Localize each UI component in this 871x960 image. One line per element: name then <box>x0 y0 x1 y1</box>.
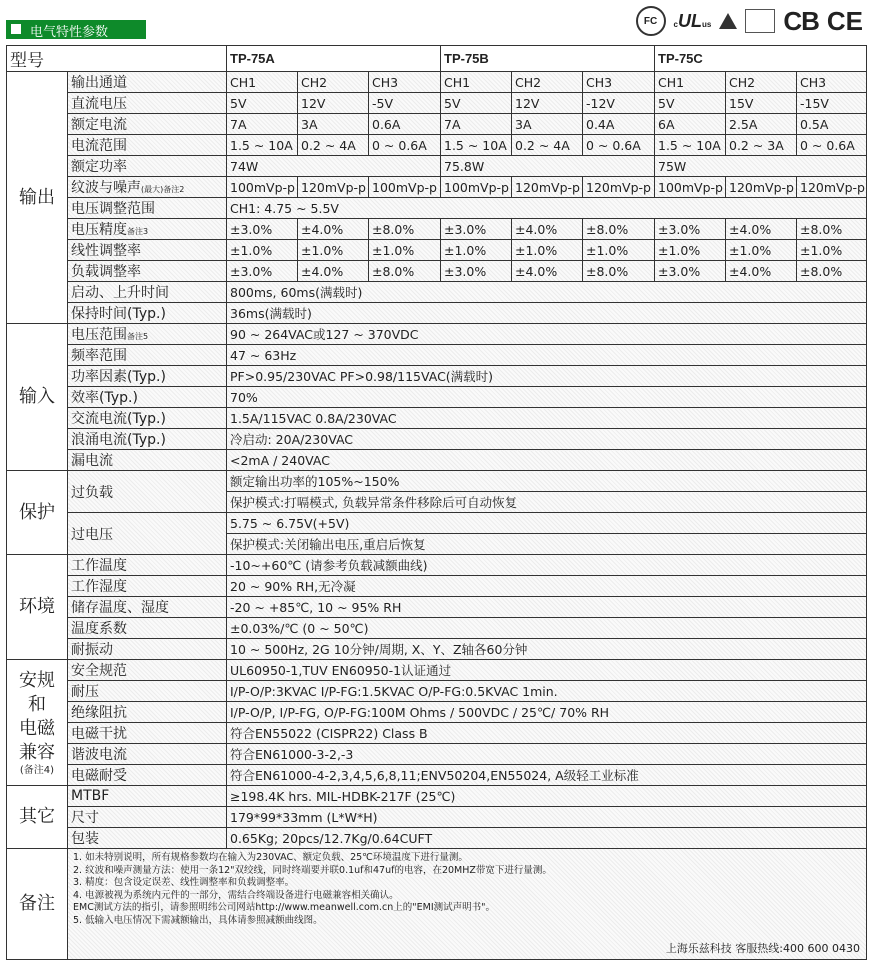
param-label <box>68 387 227 408</box>
param-label <box>68 261 227 282</box>
param-label <box>68 471 227 513</box>
param-note: 备注3 <box>127 227 149 236</box>
param-label <box>68 429 227 450</box>
value-cell: 5.75 ~ 6.75V(+5V) <box>227 513 867 534</box>
param-label-text: 输出通道 <box>71 75 127 91</box>
table-row <box>7 177 867 198</box>
param-label <box>68 156 227 177</box>
value-cell: 800ms, 60ms(满载时) <box>227 282 867 303</box>
param-label-text: 电磁干扰 <box>71 726 127 742</box>
param-label-text: 工作湿度 <box>71 579 127 595</box>
section-title: 其它 <box>7 786 68 849</box>
ce-icon: CE <box>826 5 863 36</box>
note-line: 3. 精度：包含设定误差、线性调整率和负载调整率。 <box>73 877 295 888</box>
table-row <box>7 261 867 282</box>
value-cell: 7A <box>441 114 512 135</box>
value-cell: ±1.0% <box>441 240 512 261</box>
value-cell: ±8.0% <box>583 219 655 240</box>
cb-icon: CB <box>783 5 819 36</box>
table-row <box>7 597 867 618</box>
param-label-text: 电流范围 <box>71 138 127 154</box>
value-cell: 0.2 ~ 4A <box>298 135 369 156</box>
value-cell: 100mVp-p <box>227 177 298 198</box>
param-label <box>68 639 227 660</box>
value-cell: 120mVp-p <box>512 177 583 198</box>
param-label <box>68 744 227 765</box>
section-title-line: 兼容 <box>19 741 55 763</box>
param-label <box>68 828 227 849</box>
section-note: (备注4) <box>19 764 55 776</box>
table-row <box>7 114 867 135</box>
param-label-text: 频率范围 <box>71 348 127 364</box>
table-row <box>7 702 867 723</box>
param-label-text: 交流电流(Typ.) <box>71 411 166 427</box>
value-cell: 符合EN61000-4-2,3,4,5,6,8,11;ENV50204,EN55024, A级轻工业标准 <box>227 765 867 786</box>
value-cell: ±4.0% <box>512 261 583 282</box>
table-row <box>7 807 867 828</box>
table-row <box>7 471 867 492</box>
value-cell: 120mVp-p <box>298 177 369 198</box>
value-cell: 20 ~ 90% RH,无冷凝 <box>227 576 867 597</box>
value-cell: 7A <box>227 114 298 135</box>
param-label-text: MTBF <box>71 788 110 804</box>
value-cell: 36ms(满载时) <box>227 303 867 324</box>
table-row <box>7 156 867 177</box>
value-cell: 75W <box>655 156 867 177</box>
table-row <box>7 660 867 681</box>
table-row <box>7 723 867 744</box>
param-label-text: 绝缘阻抗 <box>71 705 127 721</box>
param-label-text: 直流电压 <box>71 96 127 112</box>
model-name: TP-75B <box>441 46 655 72</box>
section-title: 备注 <box>7 849 68 960</box>
param-label <box>68 408 227 429</box>
value-cell: ±3.0% <box>441 261 512 282</box>
param-label <box>68 324 227 345</box>
value-cell: UL60950-1,TUV EN60950-1认证通过 <box>227 660 867 681</box>
section-title: 环境 <box>7 555 68 660</box>
param-label-text: 尺寸 <box>71 810 99 826</box>
table-row <box>7 240 867 261</box>
value-cell: ±1.0% <box>512 240 583 261</box>
value-cell: 75.8W <box>441 156 655 177</box>
param-label <box>68 660 227 681</box>
value-cell: ±3.0% <box>441 219 512 240</box>
value-cell: 179*99*33mm (L*W*H) <box>227 807 867 828</box>
value-cell: 保护模式:打嗝模式, 负载异常条件移除后可自动恢复 <box>227 492 867 513</box>
param-label <box>68 198 227 219</box>
param-label-text: 耐振动 <box>71 642 113 658</box>
table-row <box>7 828 867 849</box>
value-cell: 符合EN55022 (CISPR22) Class B <box>227 723 867 744</box>
table-row <box>7 765 867 786</box>
param-label-text: 包装 <box>71 831 99 847</box>
param-label-text: 工作温度 <box>71 558 127 574</box>
value-cell: 47 ~ 63Hz <box>227 345 867 366</box>
model-name: TP-75A <box>227 46 441 72</box>
param-label <box>68 555 227 576</box>
value-cell: ±4.0% <box>726 219 797 240</box>
param-label <box>68 618 227 639</box>
value-cell: ±8.0% <box>369 261 441 282</box>
param-label <box>68 723 227 744</box>
param-label <box>68 345 227 366</box>
param-label <box>68 303 227 324</box>
value-cell: 15V <box>726 93 797 114</box>
param-label <box>68 282 227 303</box>
value-cell: ±4.0% <box>726 261 797 282</box>
param-label <box>68 219 227 240</box>
value-cell: 12V <box>298 93 369 114</box>
table-row <box>7 135 867 156</box>
value-cell: ±3.0% <box>655 261 726 282</box>
value-cell: 1.5 ~ 10A <box>655 135 726 156</box>
value-cell: 0.6A <box>369 114 441 135</box>
param-label <box>68 702 227 723</box>
value-cell: -10~+60℃ (请参考负载减额曲线) <box>227 555 867 576</box>
param-label <box>68 366 227 387</box>
ul-icon: cULus <box>673 10 712 31</box>
value-cell: ±8.0% <box>797 261 867 282</box>
value-cell: CH3 <box>369 72 441 93</box>
table-row <box>7 786 867 807</box>
value-cell: ±3.0% <box>655 219 726 240</box>
param-label <box>68 72 227 93</box>
model-row <box>7 46 867 72</box>
value-cell: ±1.0% <box>583 240 655 261</box>
table-row <box>7 219 867 240</box>
param-label <box>68 597 227 618</box>
param-label-text: 浪涌电流(Typ.) <box>71 432 166 448</box>
param-label-text: 效率(Typ.) <box>71 390 138 406</box>
table-row <box>7 849 867 960</box>
value-cell: ±3.0% <box>227 219 298 240</box>
table-row <box>7 408 867 429</box>
header-square-icon <box>11 24 21 34</box>
param-label-text: 保持时间(Typ.) <box>71 306 166 322</box>
value-cell: 2.5A <box>726 114 797 135</box>
param-label <box>68 135 227 156</box>
table-row <box>7 450 867 471</box>
value-cell: CH1: 4.75 ~ 5.5V <box>227 198 867 219</box>
param-label-text: 纹波与噪声 <box>71 180 141 196</box>
value-cell: 保护模式:关闭输出电压,重启后恢复 <box>227 534 867 555</box>
value-cell: 12V <box>512 93 583 114</box>
param-label-text: 谐波电流 <box>71 747 127 763</box>
warning-triangle-icon <box>719 13 737 29</box>
param-label <box>68 765 227 786</box>
param-label-text: 电磁耐受 <box>71 768 127 784</box>
value-cell: ±1.0% <box>369 240 441 261</box>
value-cell: ±1.0% <box>227 240 298 261</box>
approval-stamp-icon <box>745 9 775 33</box>
table-row <box>7 366 867 387</box>
param-label-text: 储存温度、湿度 <box>71 600 169 616</box>
param-label <box>68 786 227 807</box>
value-cell: 1.5 ~ 10A <box>441 135 512 156</box>
section-title: 输入 <box>7 324 68 471</box>
param-label-text: 线性调整率 <box>71 243 141 259</box>
note-line: EMC测试方法的指引，请参照明纬公司网站http://www.meanwell.com.cn上的"EMI测试声明书"。 <box>73 902 496 913</box>
value-cell: 0.2 ~ 4A <box>512 135 583 156</box>
value-cell: ±8.0% <box>583 261 655 282</box>
value-cell: ±3.0% <box>227 261 298 282</box>
param-label-text: 温度系数 <box>71 621 127 637</box>
fcc-icon: FC <box>636 6 666 36</box>
value-cell: 1.5A/115VAC 0.8A/230VAC <box>227 408 867 429</box>
table-row <box>7 72 867 93</box>
section-title <box>7 660 68 786</box>
param-label-text: 电压精度 <box>71 222 127 238</box>
value-cell: CH1 <box>441 72 512 93</box>
note-line: 2. 纹波和噪声测量方法：使用一条12"双绞线，同时终端要并联0.1uf和47uf的电容，在20MHZ带宽下进行量测。 <box>73 864 552 876</box>
value-cell: 3A <box>512 114 583 135</box>
param-label-text: 启动、上升时间 <box>71 285 169 301</box>
value-cell: I/P-O/P:3KVAC I/P-FG:1.5KVAC O/P-FG:0.5KVAC 1min. <box>227 681 867 702</box>
table-row <box>7 639 867 660</box>
param-label-text: 过负载 <box>71 484 113 501</box>
model-name: TP-75C <box>655 46 867 72</box>
value-cell: ±1.0% <box>298 240 369 261</box>
section-title: 输出 <box>7 72 68 324</box>
value-cell: 120mVp-p <box>583 177 655 198</box>
param-note: 备注5 <box>127 332 149 341</box>
param-label <box>68 681 227 702</box>
value-cell: ±4.0% <box>512 219 583 240</box>
value-cell: ≥198.4K hrs. MIL-HDBK-217F (25℃) <box>227 786 867 807</box>
value-cell: 5V <box>655 93 726 114</box>
value-cell: 0.4A <box>583 114 655 135</box>
param-label <box>68 240 227 261</box>
param-label <box>68 513 227 555</box>
table-row <box>7 513 867 534</box>
table-row <box>7 618 867 639</box>
value-cell: <2mA / 240VAC <box>227 450 867 471</box>
param-label <box>68 450 227 471</box>
param-label-text: 漏电流 <box>71 453 113 469</box>
value-cell: 90 ~ 264VAC或127 ~ 370VDC <box>227 324 867 345</box>
section-title-line: 安规 <box>19 669 55 691</box>
section-title-line: 和 <box>28 693 46 715</box>
table-row <box>7 93 867 114</box>
param-label <box>68 576 227 597</box>
param-label-text: 负载调整率 <box>71 264 141 280</box>
param-note: (最大)备注2 <box>141 185 185 194</box>
param-label-text: 电压调整范围 <box>71 201 155 217</box>
note-line: 4. 电源被视为系统内元件的一部分，需结合终端设备进行电磁兼容相关确认。 <box>73 889 399 901</box>
value-cell: 100mVp-p <box>369 177 441 198</box>
table-row <box>7 282 867 303</box>
section-title-line: 电磁 <box>19 717 55 739</box>
note-line: 5. 低输入电压情况下需减额输出，具体请参照减额曲线图。 <box>73 914 323 926</box>
value-cell: ±1.0% <box>655 240 726 261</box>
section-title: 保护 <box>7 471 68 555</box>
value-cell: CH3 <box>583 72 655 93</box>
notes-cell <box>68 849 867 960</box>
value-cell: ±0.03%/℃ (0 ~ 50℃) <box>227 618 867 639</box>
param-label-text: 耐压 <box>71 684 99 700</box>
hotline-text: 上海乐兹科技 客服热线:400 600 0430 <box>665 941 860 955</box>
certification-logos <box>636 6 863 36</box>
value-cell: -15V <box>797 93 867 114</box>
value-cell: 10 ~ 500Hz, 2G 10分钟/周期, X、Y、Z轴各60分钟 <box>227 639 867 660</box>
value-cell: 100mVp-p <box>655 177 726 198</box>
table-row <box>7 387 867 408</box>
value-cell: 0 ~ 0.6A <box>583 135 655 156</box>
header-title: 电气特性参数 <box>30 25 109 40</box>
note-line: 1. 如未特别说明，所有规格参数均在输入为230VAC、额定负载、25℃环境温度下进行量测。 <box>73 852 468 863</box>
param-label-text: 电压范围 <box>71 327 127 343</box>
param-label-text: 过电压 <box>71 526 113 543</box>
value-cell: 0.5A <box>797 114 867 135</box>
value-cell: CH2 <box>298 72 369 93</box>
param-label-text: 额定功率 <box>71 159 127 175</box>
value-cell: 5V <box>441 93 512 114</box>
value-cell: 100mVp-p <box>441 177 512 198</box>
value-cell: PF>0.95/230VAC PF>0.98/115VAC(满载时) <box>227 366 867 387</box>
value-cell: 6A <box>655 114 726 135</box>
value-cell: 额定输出功率的105%~150% <box>227 471 867 492</box>
table-row <box>7 576 867 597</box>
value-cell: ±4.0% <box>298 219 369 240</box>
param-label-text: 安全规范 <box>71 663 127 679</box>
param-label <box>68 114 227 135</box>
value-cell: 0.2 ~ 3A <box>726 135 797 156</box>
value-cell: -20 ~ +85℃, 10 ~ 95% RH <box>227 597 867 618</box>
table-row <box>7 324 867 345</box>
param-label <box>68 807 227 828</box>
value-cell: ±4.0% <box>298 261 369 282</box>
param-label <box>68 93 227 114</box>
spec-table <box>6 45 867 960</box>
value-cell: -12V <box>583 93 655 114</box>
value-cell: 符合EN61000-3-2,-3 <box>227 744 867 765</box>
table-row <box>7 744 867 765</box>
value-cell: CH1 <box>655 72 726 93</box>
value-cell: I/P-O/P, I/P-FG, O/P-FG:100M Ohms / 500VDC / 25℃/ 70% RH <box>227 702 867 723</box>
value-cell: 0 ~ 0.6A <box>797 135 867 156</box>
value-cell: CH3 <box>797 72 867 93</box>
table-row <box>7 345 867 366</box>
value-cell: 5V <box>227 93 298 114</box>
param-label-text: 功率因素(Typ.) <box>71 369 166 385</box>
value-cell: 冷启动: 20A/230VAC <box>227 429 867 450</box>
table-row <box>7 555 867 576</box>
value-cell: ±8.0% <box>797 219 867 240</box>
value-cell: 70% <box>227 387 867 408</box>
table-row <box>7 429 867 450</box>
table-row <box>7 198 867 219</box>
value-cell: CH2 <box>726 72 797 93</box>
value-cell: ±1.0% <box>797 240 867 261</box>
value-cell: 120mVp-p <box>797 177 867 198</box>
value-cell: CH2 <box>512 72 583 93</box>
model-label: 型号 <box>7 46 227 72</box>
value-cell: CH1 <box>227 72 298 93</box>
table-row <box>7 303 867 324</box>
value-cell: 74W <box>227 156 441 177</box>
value-cell: 0.65Kg; 20pcs/12.7Kg/0.64CUFT <box>227 828 867 849</box>
param-label <box>68 177 227 198</box>
section-header <box>6 20 146 39</box>
value-cell: ±1.0% <box>726 240 797 261</box>
value-cell: 0 ~ 0.6A <box>369 135 441 156</box>
value-cell: 1.5 ~ 10A <box>227 135 298 156</box>
value-cell: 120mVp-p <box>726 177 797 198</box>
value-cell: 3A <box>298 114 369 135</box>
table-row <box>7 681 867 702</box>
param-label-text: 额定电流 <box>71 117 127 133</box>
value-cell: ±8.0% <box>369 219 441 240</box>
value-cell: -5V <box>369 93 441 114</box>
